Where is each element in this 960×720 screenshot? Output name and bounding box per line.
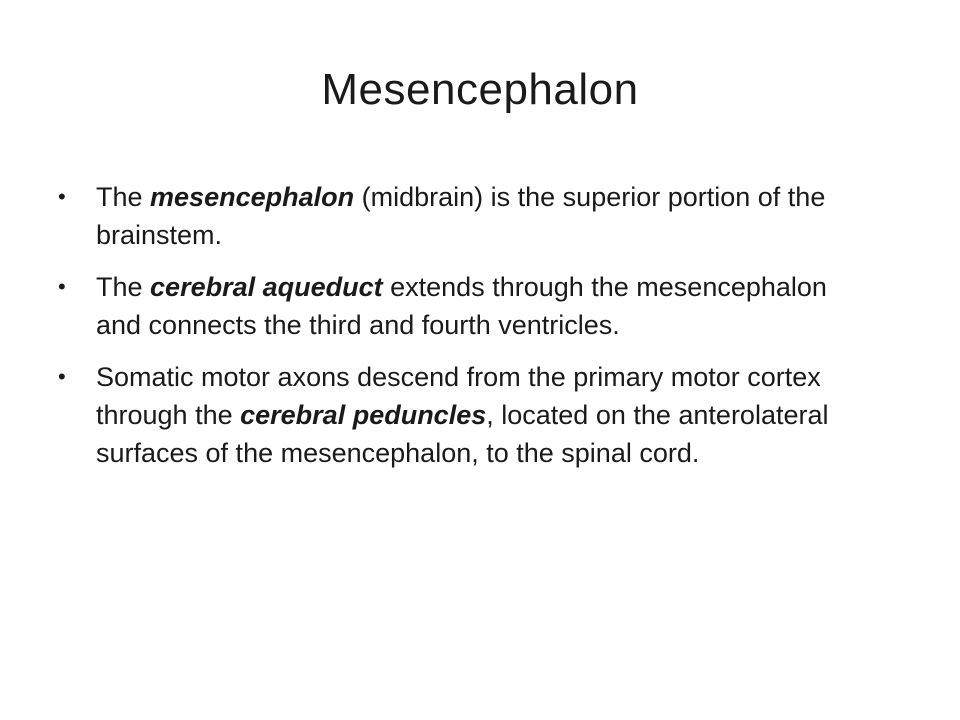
bullet-dot-icon: • (58, 274, 66, 299)
key-term: cerebral peduncles (240, 400, 487, 430)
slide-title: Mesencephalon (321, 65, 639, 114)
bullet-item (58, 358, 876, 472)
bullet-text-post: (midbrain) is the superior portion of the brainstem. (96, 182, 826, 250)
bullet-dot-icon: • (58, 364, 66, 389)
bullet-text-post: extends through the mesencephalon and connects the third and fourth ventricles. (96, 272, 827, 340)
bullet-text-post: , located on the anterolateral surfaces of the mesencephalon, to the spinal cord. (96, 400, 829, 468)
bullet-list (58, 178, 876, 486)
bullet-item (58, 268, 876, 344)
bullet-text-pre: Somatic motor axons descend from the primary motor cortex through the (96, 362, 821, 430)
key-term: cerebral aqueduct (150, 272, 383, 302)
bullet-item (58, 178, 876, 254)
key-term: mesencephalon (150, 182, 355, 212)
bullet-text-pre: The (96, 182, 151, 212)
bullet-dot-icon: • (58, 184, 66, 209)
bullet-text-pre: The (96, 272, 151, 302)
